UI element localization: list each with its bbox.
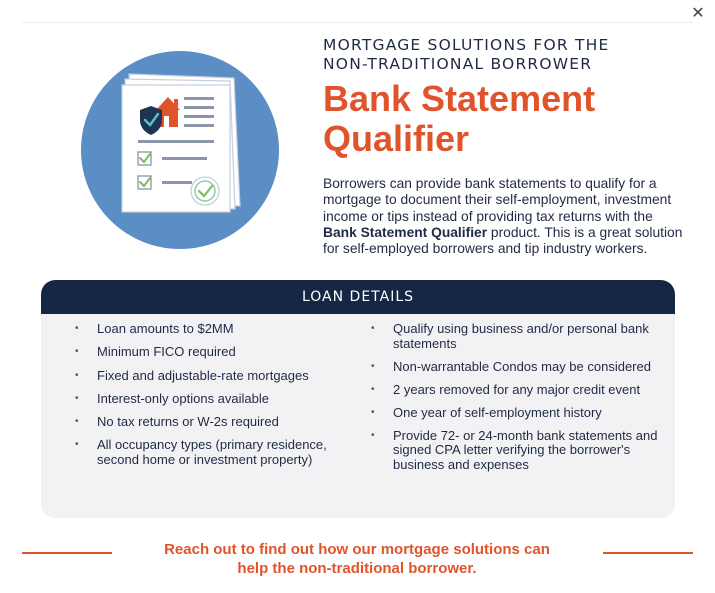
cta-line-1: Reach out to find out how our mortgage solutions can: [164, 541, 550, 558]
loan-details-right-list: [371, 322, 661, 481]
list-item: • One year of self-employment history: [371, 406, 661, 421]
loan-details-panel: [41, 280, 675, 518]
list-item: • All occupancy types (primary residence, second home or investment property): [75, 438, 355, 467]
eyebrow-line-1: MORTGAGE SOLUTIONS FOR THE: [323, 36, 610, 54]
title-line-1: Bank Statement: [323, 78, 596, 119]
headline: [323, 36, 693, 159]
description: [323, 176, 688, 257]
hero-illustration: [80, 50, 280, 250]
list-item: • No tax returns or W-2s required: [75, 415, 355, 430]
page-title: [323, 79, 693, 159]
checkmark-badge-icon: [191, 177, 219, 205]
list-item: • Qualify using business and/or personal bank statements: [371, 322, 661, 351]
description-text-before: Borrowers can provide bank statements to qualify for a mortgage to document their self-employment, investment income or tips instead of providing tax returns with the: [323, 176, 672, 224]
cta-text: [118, 540, 596, 578]
eyebrow-line-2: NON-TRADITIONAL BORROWER: [323, 55, 593, 73]
cta-rule-right: [603, 552, 693, 554]
list-item: • Fixed and adjustable-rate mortgages: [75, 369, 355, 384]
cta-line-2: help the non-traditional borrower.: [237, 560, 477, 577]
list-item: • Non-warrantable Condos may be considered: [371, 360, 661, 375]
description-text-after: product. This is a great solution for self-employed borrowers and tip industry workers.: [323, 224, 683, 257]
title-line-2: Qualifier: [323, 118, 470, 159]
list-item: • Loan amounts to $2MM: [75, 322, 355, 337]
cta-rule-left: [22, 552, 112, 554]
top-divider: [22, 22, 693, 23]
call-to-action: [0, 540, 715, 580]
list-item: • Minimum FICO required: [75, 345, 355, 360]
list-item: • Interest-only options available: [75, 392, 355, 407]
list-item: • Provide 72- or 24-month bank statements and signed CPA letter verifying the borrower's business and expenses: [371, 429, 661, 473]
close-icon[interactable]: ✕: [691, 3, 705, 22]
loan-details-heading: LOAN DETAILS: [41, 280, 675, 314]
product-name: Bank Statement Qualifier: [323, 224, 488, 240]
loan-details-left-list: [75, 322, 355, 476]
list-item: • 2 years removed for any major credit event: [371, 383, 661, 398]
